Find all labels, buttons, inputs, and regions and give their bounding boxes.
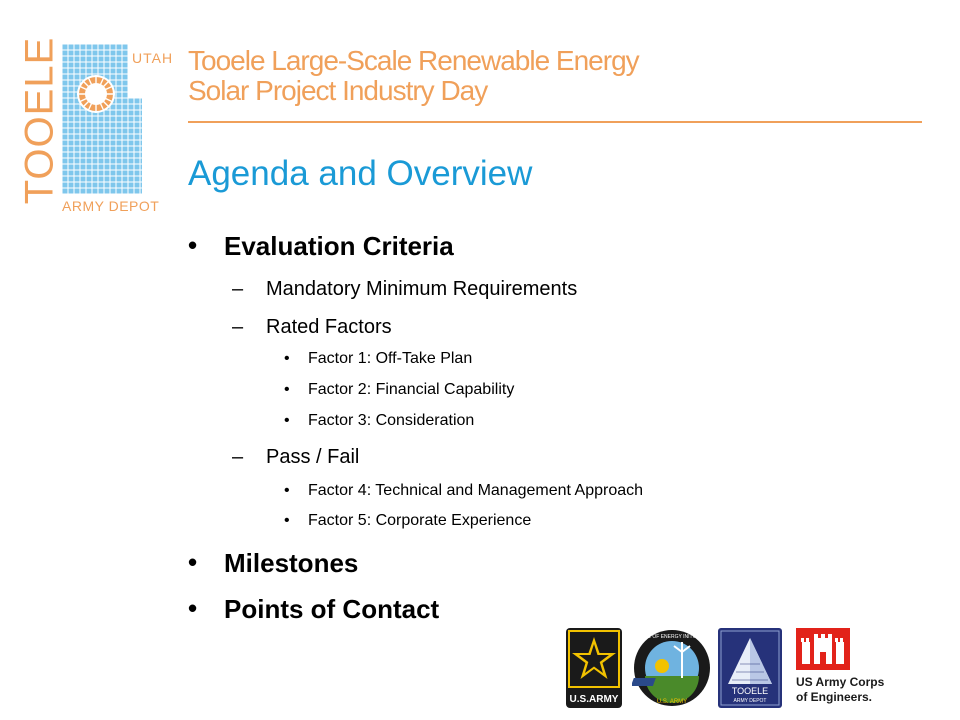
dash-marker: –	[232, 278, 244, 300]
agenda-subitem-mandatory: Mandatory Minimum Requirements	[266, 278, 578, 300]
dash-marker: –	[232, 446, 244, 468]
agenda-factor-3: Factor 3: Consideration	[308, 412, 475, 429]
us-army-star-icon	[566, 628, 622, 708]
agenda-item-evaluation-criteria: Evaluation Criteria	[224, 231, 454, 261]
dash-marker: –	[232, 316, 244, 338]
tooele-depot-badge-icon	[718, 628, 782, 708]
logo-vertical-text: TOOELE	[17, 36, 62, 204]
energy-initiatives-seal-icon	[632, 628, 712, 708]
usace-text-line-1: US Army Corps	[796, 675, 885, 689]
usace-castle-logo-icon	[794, 628, 898, 708]
bullet-marker: •	[284, 482, 290, 499]
army-badge-text: U.S.ARMY	[569, 694, 619, 705]
bullet-marker: •	[284, 381, 290, 398]
bullet-marker: •	[284, 412, 290, 429]
bullet-marker: •	[188, 230, 198, 260]
bullet-marker: •	[284, 512, 290, 529]
usace-text-line-2: of Engineers.	[796, 690, 873, 704]
agenda-factor-4: Factor 4: Technical and Management Approach	[308, 482, 644, 499]
tooele-badge-subtext: ARMY DEPOT	[733, 698, 767, 704]
header-line-1: Tooele Large-Scale Renewable Energy	[188, 45, 639, 76]
agenda-item-milestones: Milestones	[224, 548, 359, 578]
seal-top-text: OFFICE OF ENERGY INITIATIVES	[632, 634, 712, 640]
bullet-marker: •	[188, 547, 198, 577]
bullet-marker: •	[284, 350, 290, 367]
agenda-item-points-of-contact: Points of Contact	[224, 594, 440, 624]
agenda-factor-5: Factor 5: Corporate Experience	[308, 512, 532, 529]
bullet-marker: •	[188, 593, 198, 623]
page-title: Agenda and Overview	[188, 154, 533, 193]
tooele-badge-text: TOOELE	[731, 686, 769, 696]
header-line-2: Solar Project Industry Day	[188, 75, 488, 106]
agenda-factor-2: Factor 2: Financial Capability	[308, 381, 515, 398]
agenda-subitem-rated-factors: Rated Factors	[266, 316, 392, 338]
agenda-subitem-pass-fail: Pass / Fail	[266, 446, 360, 468]
seal-bottom-text: U.S. ARMY	[656, 699, 688, 705]
logo-depot-text: ARMY DEPOT	[62, 198, 160, 214]
agenda-factor-1: Factor 1: Off-Take Plan	[308, 350, 473, 367]
footer-logos	[566, 628, 896, 710]
logo-state-text: UTAH	[132, 50, 174, 66]
